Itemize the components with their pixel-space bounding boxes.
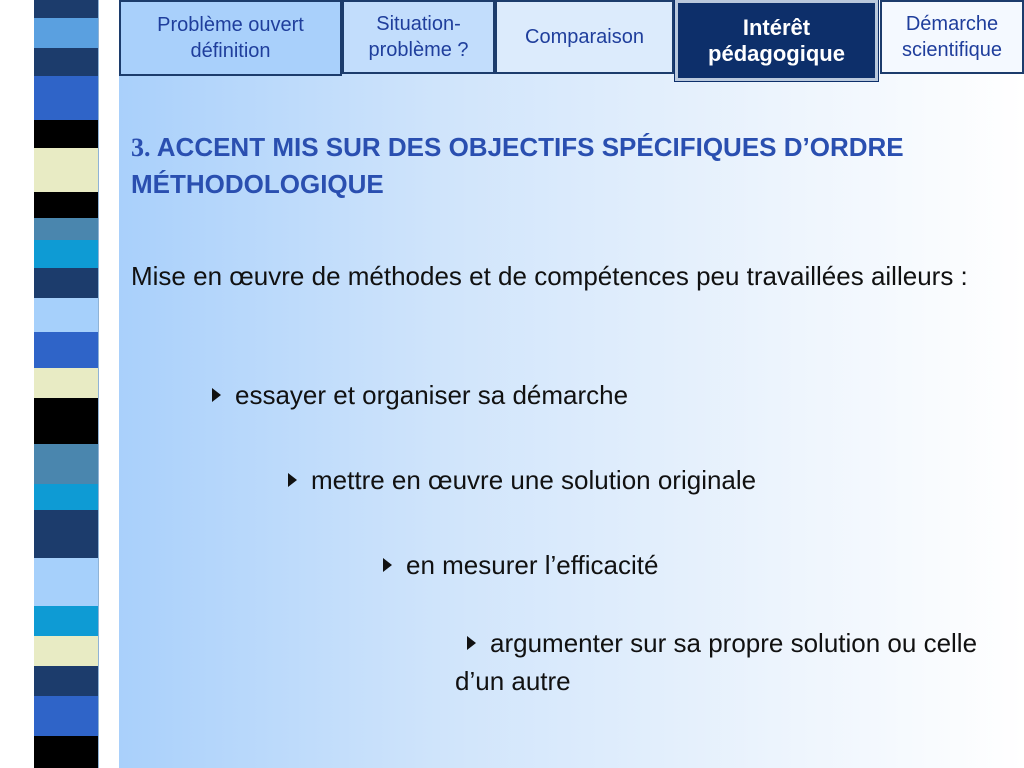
stripe-segment [34, 558, 98, 606]
stripe-segment [34, 120, 98, 148]
tab-comparaison[interactable] [495, 0, 674, 74]
right-triangle-icon [467, 636, 476, 650]
bullet-item [212, 376, 812, 414]
heading-number: 3. [131, 133, 151, 162]
tab-label-line: Intérêt [742, 14, 811, 40]
tab-label-line: Problème ouvert [157, 14, 304, 36]
stripe-segment [34, 398, 98, 444]
bullet-text: essayer et organiser sa démarche [235, 380, 629, 410]
tab-label-line: Situation- [376, 13, 461, 35]
stripe-segment [34, 240, 98, 268]
stripe-segment [34, 218, 98, 240]
bullet-text: en mesurer l’efficacité [406, 550, 659, 580]
stripe-segment [34, 510, 98, 558]
stripe-segment [34, 192, 98, 218]
tab-label-line: définition [190, 40, 271, 62]
stripe-segment [34, 18, 98, 48]
stripe-segment [34, 76, 98, 120]
tab-label-line: scientifique [901, 39, 1003, 61]
stripe-segment [34, 666, 98, 696]
stripe-segment [34, 148, 98, 192]
bullet-item [455, 624, 985, 700]
tab-label-line: pédagogique [708, 40, 845, 66]
stripe-segment [34, 606, 98, 636]
decorative-color-stripe [34, 0, 99, 768]
bullet-text: mettre en œuvre une solution originale [311, 465, 757, 495]
bullet-text: argumenter sur sa propre solution ou celle d’un autre [455, 628, 978, 696]
right-triangle-icon [383, 558, 392, 572]
stripe-segment [34, 268, 98, 298]
tab-interet-pedagogique[interactable] [675, 0, 878, 81]
stripe-segment [34, 484, 98, 510]
stripe-segment [34, 332, 98, 368]
tab-label-line: Comparaison [525, 26, 644, 48]
section-heading [131, 129, 1011, 203]
heading-text: ACCENT MIS SUR DES OBJECTIFS SPÉCIFIQUES D’ORDRE MÉTHODOLOGIQUE [131, 132, 904, 199]
stripe-segment [34, 48, 98, 76]
tab-label-line: problème ? [368, 39, 469, 61]
stripe-segment [34, 368, 98, 398]
right-triangle-icon [288, 473, 297, 487]
tab-situation-probleme[interactable] [342, 0, 495, 74]
tab-probleme-ouvert[interactable] [119, 0, 342, 76]
intro-paragraph: Mise en œuvre de méthodes et de compétences peu travaillées ailleurs : [131, 261, 968, 291]
stripe-segment [34, 0, 98, 18]
stripe-segment [34, 636, 98, 666]
tab-demarche-scientifique[interactable] [880, 0, 1024, 74]
stripe-segment [34, 444, 98, 484]
stripe-segment [34, 696, 98, 736]
bullet-item [288, 461, 888, 499]
bullet-item [383, 546, 883, 584]
stripe-segment [34, 736, 98, 768]
stripe-segment [34, 298, 98, 332]
tab-label-line: Démarche [905, 13, 999, 35]
right-triangle-icon [212, 388, 221, 402]
